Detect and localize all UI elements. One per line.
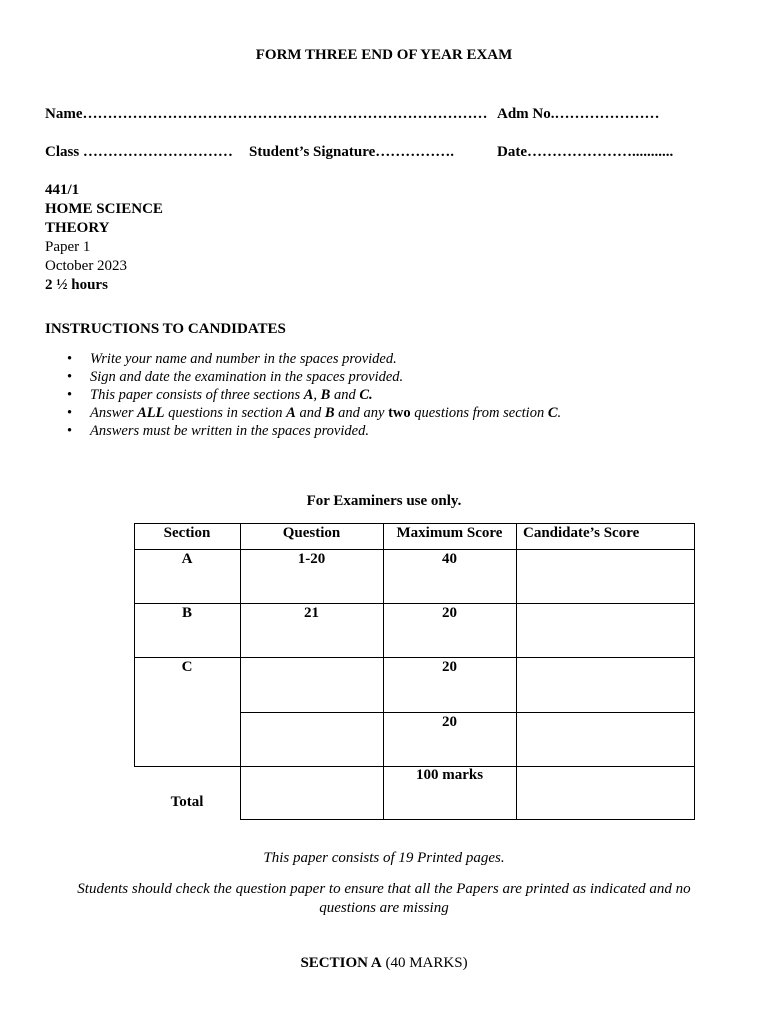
adm-no-field: Adm No.………………… <box>497 106 660 122</box>
paper-type: THEORY <box>45 220 110 236</box>
row-c1-max: 20 <box>442 659 457 675</box>
instructions-heading: INSTRUCTIONS TO CANDIDATES <box>45 321 286 337</box>
instruction-2: Sign and date the examination in the spaces provided. <box>90 369 404 385</box>
col-header-max-score: Maximum Score <box>396 525 503 541</box>
section-a-title: SECTION A <box>300 955 382 971</box>
row-a-max: 40 <box>442 551 457 567</box>
paper-code: 441/1 <box>45 182 80 198</box>
row-a-question: 1-20 <box>297 551 326 567</box>
signature-field: Student’s Signature……………. <box>249 144 455 160</box>
examiners-heading: For Examiners use only. <box>306 493 462 509</box>
row-a-section: A <box>181 551 193 567</box>
row-b-max: 20 <box>442 605 457 621</box>
paper-number: Paper 1 <box>45 239 91 255</box>
check-note: Students should check the question paper to ensure that all the Papers are printed as indicated and no questions are missing <box>77 881 691 916</box>
col-header-candidate-score: Candidate’s Score <box>523 525 640 541</box>
name-field: Name……………………………………………………………………… <box>45 106 488 122</box>
instruction-4: Answer ALL questions in section A and B and any two questions from section C. <box>90 405 562 421</box>
subject-name: HOME SCIENCE <box>45 201 163 217</box>
row-c-section: C <box>181 659 193 675</box>
class-field: Class ………………………… <box>45 144 233 160</box>
section-a-heading <box>0 955 768 972</box>
col-header-section: Section <box>163 525 211 541</box>
section-a-marks: (40 MARKS) <box>385 955 468 971</box>
date-field: Date…………………........... <box>497 144 674 160</box>
instruction-3: This paper consists of three sections A, B and C. <box>90 387 373 403</box>
instruction-5: Answers must be written in the spaces provided. <box>90 423 369 439</box>
row-b-question: 21 <box>304 605 319 621</box>
paper-duration: 2 ½ hours <box>45 277 108 293</box>
paper-date: October 2023 <box>45 258 128 274</box>
row-c2-max: 20 <box>442 714 457 730</box>
row-b-section: B <box>181 605 192 621</box>
exam-title: FORM THREE END OF YEAR EXAM <box>255 47 513 63</box>
col-header-question: Question <box>282 525 341 541</box>
instruction-1: Write your name and number in the spaces provided. <box>90 351 397 367</box>
total-label: Total <box>170 794 204 810</box>
total-max: 100 marks <box>415 767 484 783</box>
pages-note: This paper consists of 19 Printed pages. <box>263 850 505 866</box>
